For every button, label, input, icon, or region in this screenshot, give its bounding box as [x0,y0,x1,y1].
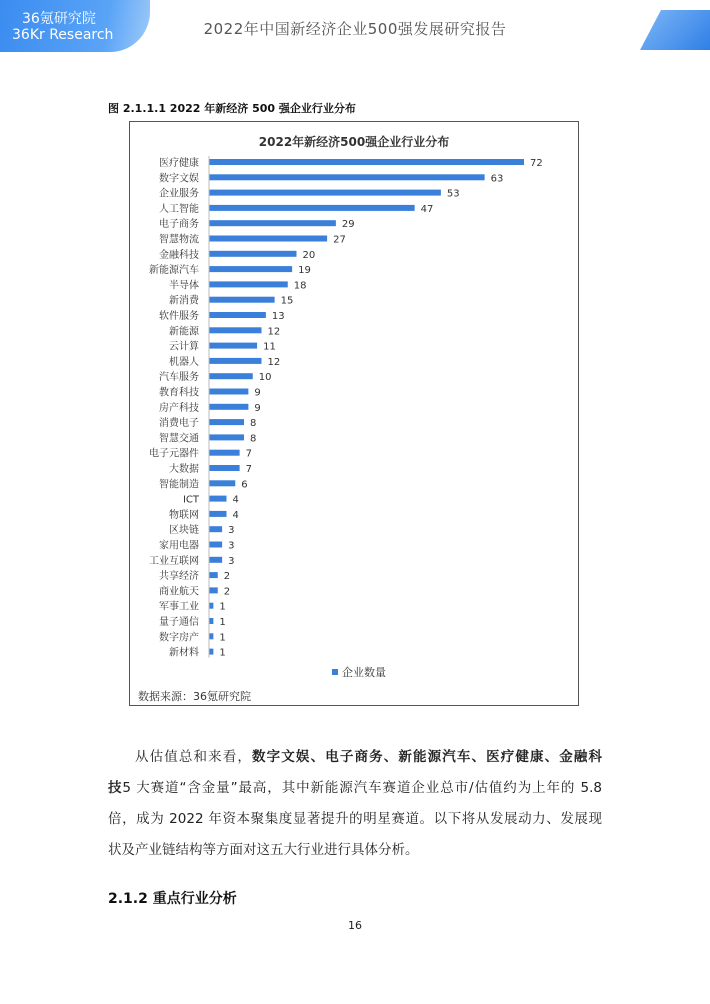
bar [209,633,213,639]
bar [209,159,524,165]
legend-swatch [332,669,338,675]
bar [209,542,222,548]
bar [209,480,235,486]
bar [209,205,415,211]
bar [209,404,248,410]
category-label: 消费电子 [159,418,199,430]
data-label: 3 [228,540,235,552]
bar [209,587,218,593]
data-label: 4 [232,509,239,521]
bar [209,557,222,563]
data-label: 12 [267,326,281,338]
data-label: 1 [219,632,226,644]
data-label: 2 [223,586,231,598]
data-label: 7 [245,464,252,475]
bar [209,266,292,272]
bar [209,465,240,471]
legend-label: 企业数量 [342,666,386,679]
paragraph-text: 从估值总和来看， [135,749,253,765]
paragraph-line-1 [108,742,602,773]
category-label: 新能源汽车 [149,265,199,277]
category-label: 智慧交通 [159,433,199,445]
data-label: 13 [271,311,285,322]
bar [209,450,240,456]
bar [209,251,297,257]
category-label: 汽车服务 [159,372,199,384]
category-label: 工业互联网 [149,555,199,567]
category-label: 大数据 [169,464,199,475]
category-label: 软件服务 [159,311,199,322]
category-label: 人工智能 [159,203,199,215]
category-label: 新材料 [169,647,199,659]
page-number: 16 [348,919,362,932]
highlight-industries-end: 技 [108,780,123,796]
category-label: ICT [182,494,199,506]
data-label: 7 [245,448,252,460]
data-label: 6 [241,479,248,491]
data-label: 72 [530,158,543,169]
category-label: 机器人 [169,356,199,368]
data-label: 11 [263,341,276,353]
category-label: 金融科技 [159,249,199,261]
category-label: 数字房产 [159,632,199,644]
paragraph-text: 5 大赛道“含金量”最高，其中新能源汽车赛道企业总市/估值约为上年的 5.8 [122,780,603,796]
data-label: 2 [223,571,231,583]
category-label: 房产科技 [159,402,199,414]
category-label: 区块链 [169,525,199,537]
category-label: 物联网 [169,509,199,521]
bar [209,327,262,333]
data-label: 15 [280,295,294,307]
data-label: 10 [258,372,272,384]
data-label: 20 [302,249,316,261]
bar [209,649,213,655]
bar [209,618,213,624]
bar [209,297,275,303]
bar [209,190,441,196]
data-label: 8 [250,433,257,445]
bar [209,496,227,502]
category-label: 企业服务 [159,188,199,200]
data-label: 4 [232,494,239,506]
category-label: 电子元器件 [149,448,199,460]
data-label: 3 [228,525,235,537]
category-label: 医疗健康 [159,158,199,169]
paragraph-line-4: 状及产业链结构等方面对这五大行业进行具体分析。 [108,842,419,858]
report-header-title: 2022年中国新经济企业500强发展研究报告 [203,20,507,38]
data-label: 63 [490,173,504,185]
logo-text-cn: 36氪研究院 [22,11,96,27]
category-label: 新消费 [169,295,199,307]
bar [209,526,222,532]
bars-group [149,156,543,659]
category-label: 商业航天 [159,586,199,598]
data-label: 47 [420,203,434,215]
data-label: 1 [219,647,226,659]
data-label: 3 [228,555,235,567]
bar-chart [129,121,579,706]
data-label: 12 [267,356,281,368]
category-label: 量子通信 [159,617,199,628]
paragraph-line-3: 倍，成为 2022 年资本聚集度显著提升的明星赛道。以下将从发展动力、发展现 [108,811,602,827]
highlight-industries: 数字文娱、电子商务、新能源汽车、医疗健康、金融科 [252,749,603,765]
data-label: 29 [341,219,355,231]
data-label: 8 [250,418,257,430]
bar [209,434,244,440]
category-label: 新能源 [169,326,199,338]
bar [209,281,288,287]
logo-text-en: 36Kr Research [12,27,114,43]
corner-decoration [640,10,710,50]
data-label: 1 [219,617,226,628]
category-label: 军事工业 [159,601,199,613]
body-paragraph [108,742,602,866]
category-label: 家用电器 [159,540,199,552]
paragraph-line-2 [108,773,602,804]
data-label: 19 [298,265,311,277]
data-label: 27 [333,234,346,246]
category-label: 数字文娱 [159,173,199,185]
bar [209,236,327,242]
bar [209,373,253,379]
figure-caption: 图 2.1.1.1 2022 年新经济 500 强企业行业分布 [108,102,356,115]
data-label: 9 [254,402,261,414]
category-label: 电子商务 [159,219,199,231]
category-label: 云计算 [169,341,199,353]
category-label: 教育科技 [159,387,199,399]
category-label: 半导体 [169,280,199,292]
bar [209,511,227,517]
bar [209,174,485,180]
data-label: 53 [446,188,460,200]
bar [209,312,266,318]
bar [209,220,336,226]
data-label: 9 [254,387,261,399]
bar [209,358,262,364]
bar [209,419,244,425]
data-label: 18 [293,280,307,292]
section-heading: 2.1.2 重点行业分析 [108,891,237,907]
category-label: 智能制造 [159,479,199,491]
bar [209,389,248,395]
category-label: 共享经济 [159,571,199,583]
bar [209,343,257,349]
chart-svg [130,122,578,682]
category-label: 智慧物流 [159,234,199,246]
chart-title: 2022年新经济500强企业行业分布 [258,135,450,149]
data-label: 1 [219,601,226,613]
bar [209,603,213,609]
bar [209,572,218,578]
data-source: 数据来源：36氪研究院 [138,690,251,703]
